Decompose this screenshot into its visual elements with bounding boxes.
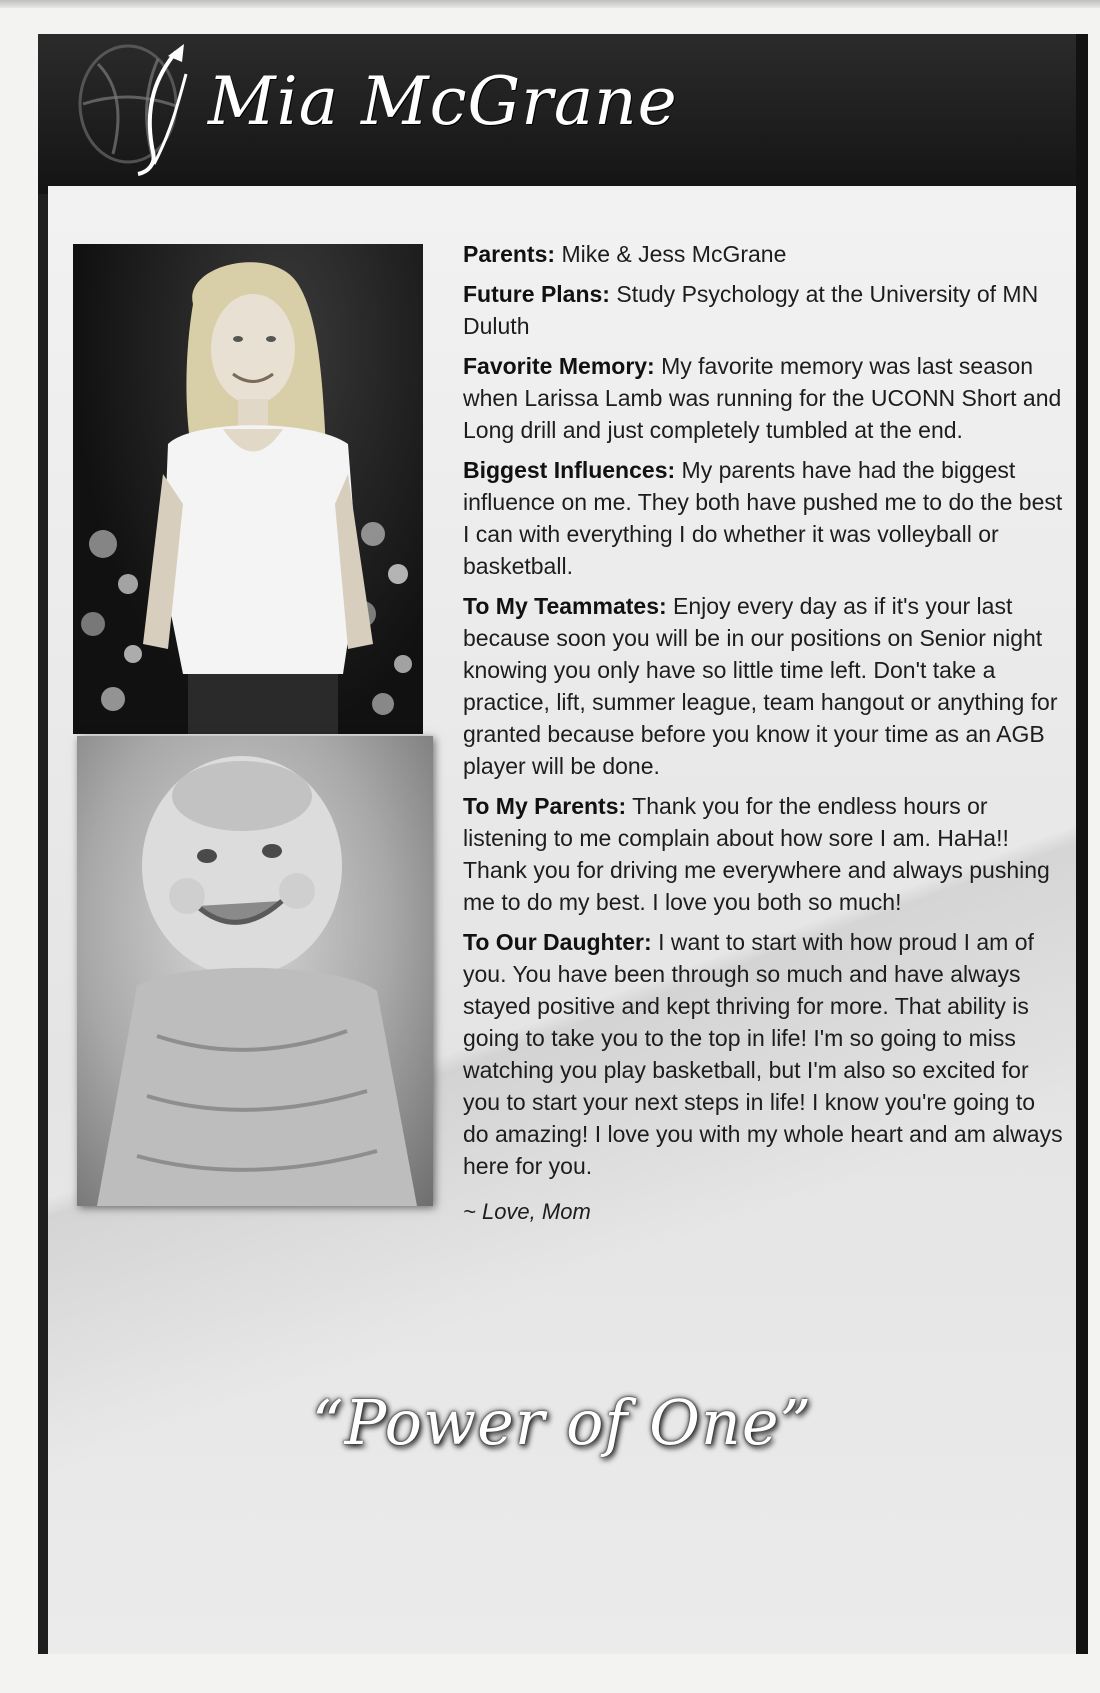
signoff: ~ Love, Mom [463,1199,591,1224]
bio-future-plans [463,278,1063,342]
content-panel [48,186,1076,1654]
bio-favorite-memory [463,350,1063,446]
page-edge [1076,34,1088,1654]
bio-label: Future Plans: [463,281,610,307]
bio-text: Enjoy every day as if it's your last because soon you will be in our positions on Senior night knowing you only have so little time left. Don't take a practice, lift, summer league, team hangout or anything for granted because before you know it your time as an AGB player will be done. [463,593,1058,779]
bio-label: To My Teammates: [463,593,667,619]
player-name-title: Mia McGrane [208,63,678,140]
bio-label: To Our Daughter: [463,929,652,955]
bio-section [463,238,1063,1250]
bio-text: Thank you for the endless hours or listening to me complain about how sore I am. HaHa!! Thank you for driving me everywhere and always pushing me to do my best. I love you both so much! [463,793,1050,915]
bio-text: Mike & Jess McGrane [561,241,787,267]
bio-label: To My Parents: [463,793,627,819]
bio-label: Parents: [463,241,556,267]
bio-text: I want to start with how proud I am of you. You have been through so much and have always stayed positive and kept thriving for more. That ability is going to take you to the top in life! I'm so going to miss watching you play basketball, but I'm also so excited for you to start your next steps in life! I know you're going to do amazing! I love you with my whole heart and am always here for you. [463,929,1063,1179]
bio-label: Favorite Memory: [463,353,655,379]
bio-to-our-daughter [463,926,1063,1182]
bio-label: Biggest Influences: [463,457,676,483]
senior-photo [73,244,423,734]
bio-to-my-teammates [463,590,1063,782]
baby-photo [77,736,433,1206]
scan-edge [0,0,1100,8]
bio-biggest-influences [463,454,1063,582]
header-banner [38,34,1088,194]
team-logo-icon [58,34,208,184]
bio-to-my-parents [463,790,1063,918]
player-profile-page [38,34,1088,1654]
bio-text: My favorite memory was last season when Larissa Lamb was running for the UCONN Short and Long drill and just completely tumbled at the end. [463,353,1062,443]
motto-text: “Power of One” [311,1386,813,1459]
bio-text: Study Psychology at the University of MN Duluth [463,281,1039,339]
bio-text: My parents have had the biggest influence on me. They both have pushed me to do the best I can with everything I do whether it was volleyball or basketball. [463,457,1063,579]
bio-parents [463,238,1063,270]
